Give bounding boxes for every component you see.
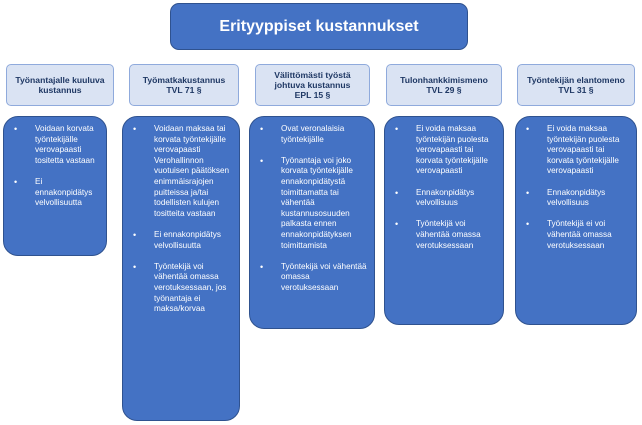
list-item: • Ei ennakonpidätys velvollisuutta [129,230,233,251]
list-item: • Ovat veronalaisia työntekijälle [256,124,368,145]
header-line: TVL 31 § [558,85,594,95]
header-line: johtuva kustannus [274,80,351,90]
column-header-living-cost [517,64,635,106]
list-item: • Ei voida maksaa työntekijän puolesta verovapaasti tai korvata työntekijälle verovapaasti [391,124,497,177]
header-line: TVL 29 § [426,85,462,95]
column-card-commute-cost [122,116,240,421]
column-card-living-cost [515,116,637,325]
header-line: Työmatkakustannus [142,75,226,85]
header-line: EPL 15 § [294,90,331,100]
list-item: • Työnantaja voi joko korvata työntekijälle ennakonpidätystä toimittamatta tai vähentää kustannusosuuden palkasta ennen ennakonpidätyksen toimittamista [256,156,368,251]
list-item: • Voidaan korvata työntekijälle verovapaasti tositetta vastaan [10,124,100,166]
list-item: • Työntekijä voi vähentää omassa verotuksessaan [391,219,497,251]
column-header-income-acquisition [386,64,502,106]
header-line: Työnantajalle kuuluva [15,75,105,85]
list-item: • Ei voida maksaa työntekijän puolesta verovapaasti tai korvata työntekijälle verovapaasti [522,124,630,177]
diagram-title [170,3,468,50]
list-item: • Voidaan maksaa tai korvata työntekijälle verovapaasti Verohallinnon vuotuisen päätöksen enimmäisrajojen puitteissa ja/tai todellisten kulujen tositteita vastaan [129,124,233,219]
header-line: Tulonhankkimismeno [400,75,488,85]
column-card-employer-cost [3,116,107,256]
column-card-income-acquisition [384,116,504,325]
list-item: • Ennakonpidätys velvollisuus [522,188,630,209]
column-header-direct-work-cost [255,64,370,106]
header-line: TVL 71 § [166,85,202,95]
header-line: Välittömästi työstä [274,70,351,80]
column-header-employer-cost [6,64,114,106]
list-item: • Ennakonpidätys velvollisuus [391,188,497,209]
column-header-commute-cost [129,64,239,106]
list-item: • Työntekijä voi vähentää omassa verotuksessaan, jos työnantaja ei maksa/korvaa [129,262,233,315]
header-line: Työntekijän elantomeno [527,75,625,85]
header-line: kustannus [38,85,82,95]
list-item: • Ei ennakonpidätys velvollisuutta [10,177,100,209]
list-item: • Työntekijä voi vähentää omassa verotuksessaan [256,262,368,294]
list-item: • Työntekijä ei voi vähentää omassa verotuksessaan [522,219,630,251]
diagram-title-text: Erityyppiset kustannukset [219,17,419,35]
column-card-direct-work-cost [249,116,375,329]
